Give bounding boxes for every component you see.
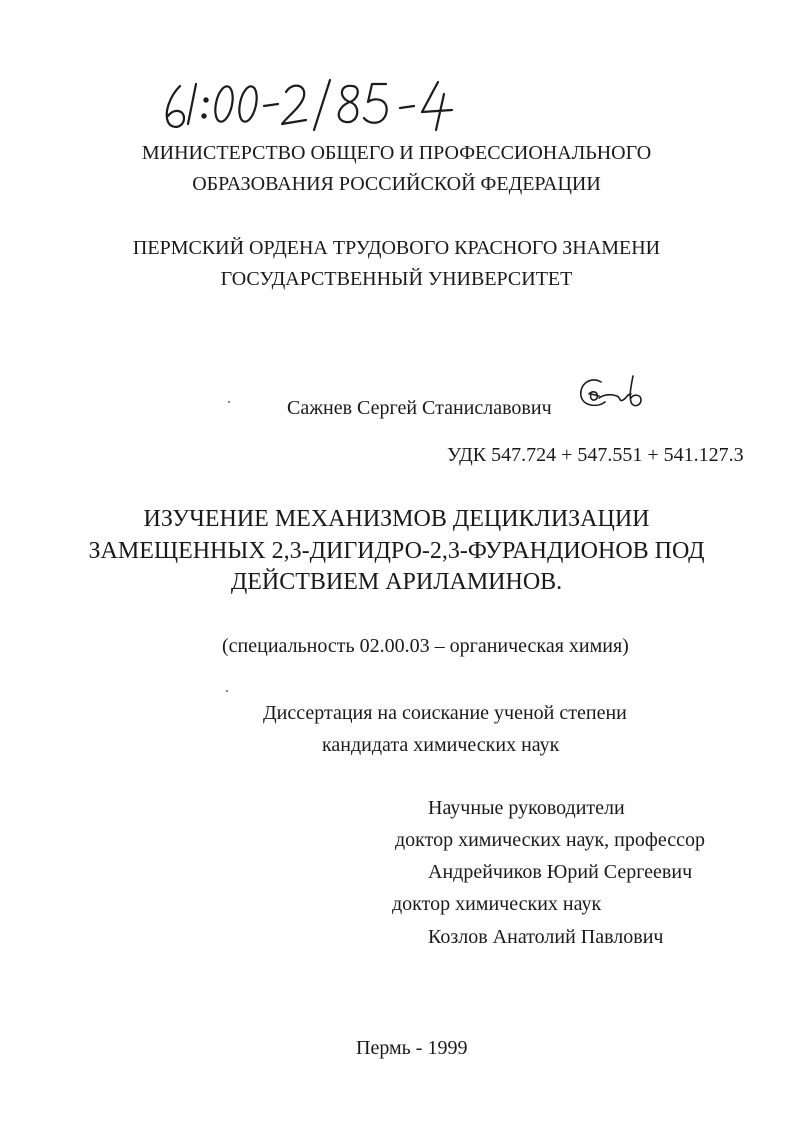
ministry-line-2: ОБРАЗОВАНИЯ РОССИЙСКОЙ ФЕДЕРАЦИИ <box>192 173 601 195</box>
thesis-title-line-3: ДЕЙСТВИЕМ АРИЛАМИНОВ. <box>230 569 563 595</box>
supervisor-2-name: Козлов Анатолий Павлович <box>428 926 664 948</box>
scan-speck <box>226 690 228 692</box>
supervisors-heading: Научные руководители <box>428 797 625 819</box>
dissertation-line-1: Диссертация на соискание ученой степени <box>263 702 627 724</box>
author-name: Сажнев Сергей Станиславович <box>287 397 552 419</box>
handwritten-archive-number <box>160 72 460 134</box>
supervisor-1-name: Андрейчиков Юрий Сергеевич <box>428 861 693 883</box>
supervisor-2-degree: доктор химических наук <box>392 893 602 915</box>
thesis-title-line-1: ИЗУЧЕНИЕ МЕХАНИЗМОВ ДЕЦИКЛИЗАЦИИ <box>143 506 650 532</box>
thesis-title-line-2: ЗАМЕЩЕННЫХ 2,3-ДИГИДРО-2,3-ФУРАНДИОНОВ ПОД <box>88 538 705 564</box>
dissertation-line-2: кандидата химических наук <box>322 734 560 756</box>
ministry-line-1: МИНИСТЕРСТВО ОБЩЕГО И ПРОФЕССИОНАЛЬНОГО <box>141 142 652 164</box>
city-year: Пермь - 1999 <box>356 1037 468 1059</box>
university-line-1: ПЕРМСКИЙ ОРДЕНА ТРУДОВОГО КРАСНОГО ЗНАМЕНИ <box>132 237 661 259</box>
author-signature <box>577 372 647 412</box>
specialty: (специальность 02.00.03 – органическая химия) <box>222 635 629 657</box>
supervisor-1-degree: доктор химических наук, профессор <box>395 829 705 851</box>
university-line-2: ГОСУДАРСТВЕННЫЙ УНИВЕРСИТЕТ <box>220 268 573 290</box>
scan-speck <box>228 401 230 403</box>
udk-code: УДК 547.724 + 547.551 + 541.127.3 <box>447 444 744 466</box>
